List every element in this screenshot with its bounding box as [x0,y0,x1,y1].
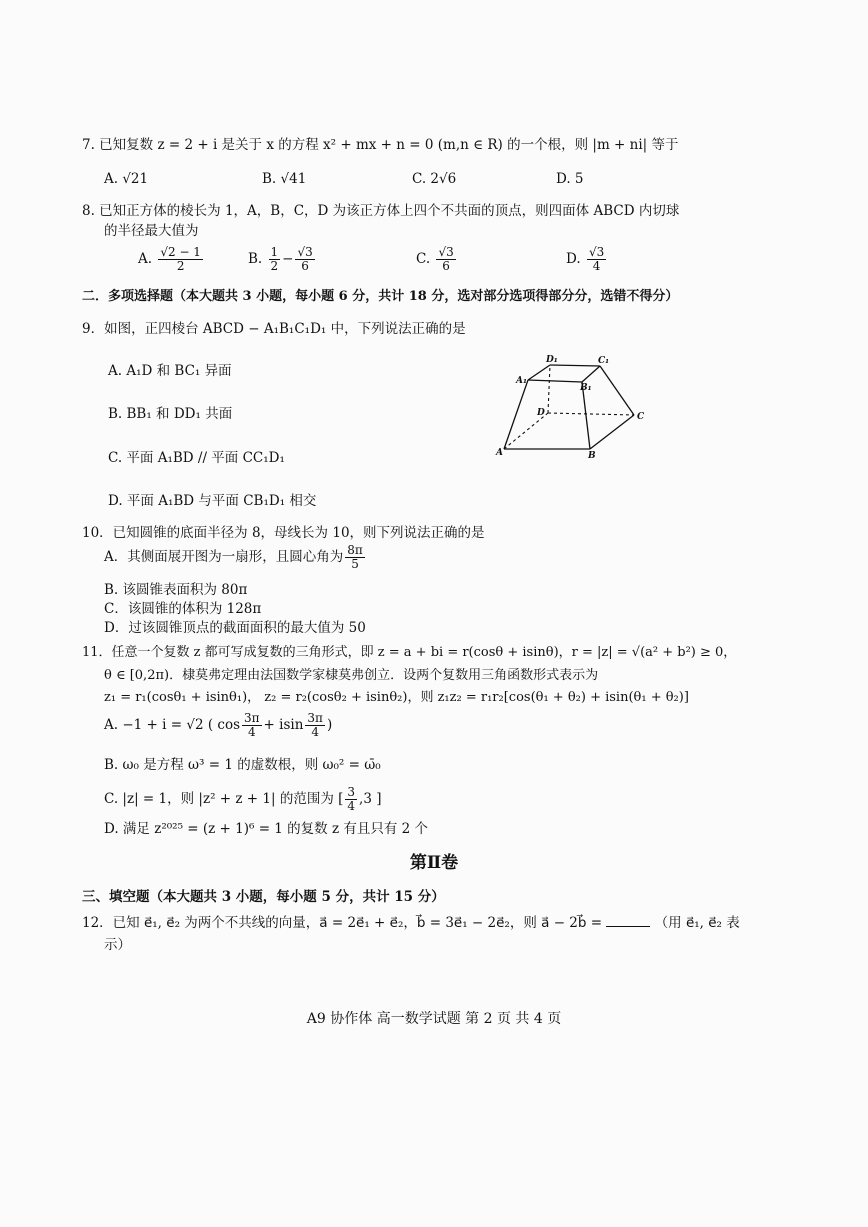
q7-option-c: C. 2√6 [412,171,457,187]
label-d: D [537,408,545,418]
q8-option-a-label: A. [138,251,153,268]
fraction-numerator: √3 [438,245,454,259]
q11-option-a [104,712,332,739]
label-a1: A₁ [516,376,527,386]
q8-option-d [566,246,608,273]
q8-option-b-fraction-2 [295,246,314,273]
q11-option-c [104,786,382,813]
edge-c-c1 [600,366,634,415]
q12-line1-hint: （用 e⃗₁, e⃗₂ 表 [654,915,740,931]
fraction-denominator: 2 [270,259,279,274]
q11-option-c-end: ,3 ] [359,791,382,808]
fraction-denominator: 4 [592,259,601,274]
page-footer: A9 协作体 高一数学试题 第 2 页 共 4 页 [306,1011,562,1027]
q9-option-a: A. A₁D 和 BC₁ 异面 [108,363,232,379]
q10-option-d: D．过该圆锥顶点的截面面积的最大值为 50 [104,620,366,636]
frustum-figure [494,352,664,462]
q7-option-a: A. √21 [104,171,149,187]
fraction-denominator: 4 [347,799,356,814]
q9-option-d: D. 平面 A₁BD 与平面 CB₁D₁ 相交 [108,493,317,509]
q11-line2: θ ∈ [0,2π)．棣莫弗定理由法国数学家棣莫弗创立．设两个复数用三角函数形式表示为 [104,668,599,683]
part-2-title: 第Ⅱ卷 [409,853,459,873]
q9-option-b: B. BB₁ 和 DD₁ 共面 [108,406,233,422]
q8-option-c-fraction [436,246,455,273]
q8-stem-line1: 8. 已知正方体的棱长为 1，A，B，C，D 为该正方体上四个不共面的顶点，则四面体 ABCD 内切球 [82,203,680,219]
label-c1: C₁ [598,356,610,366]
fraction-denominator: 5 [351,557,359,572]
edge-a1-b1 [528,380,582,382]
q11-option-a-fraction-1 [242,712,262,739]
fraction-denominator: 6 [442,259,450,274]
fraction-numerator: 3π [307,711,323,725]
q11-option-a-end: ) [326,717,333,734]
fraction-numerator: 3 [347,785,356,799]
fraction-numerator: 8π [347,543,363,557]
edge-b-c [590,415,634,449]
edge-d-d1-hidden [548,365,550,413]
label-b1: B₁ [580,383,592,393]
fraction-numerator: √3 [297,245,313,259]
q10-option-b: B. 该圆锥表面积为 80π [104,582,248,598]
q8-option-b-fraction-1 [269,246,281,273]
q11-option-c-fraction [345,786,357,813]
q9-stem: 9．如图，正四棱台 ABCD − A₁B₁C₁D₁ 中，下列说法正确的是 [82,321,466,337]
q11-line3: z₁ = r₁(cosθ₁ + isinθ₁)， z₂ = r₂(cosθ₂ + isinθ₂)，则 z₁z₂ = r₁r₂[cos(θ₁ + θ₂) + isin(θ₁ + θ₂)] [104,690,689,705]
section-2-title: 二．多项选择题（本大题共 3 小题，每小题 6 分，共计 18 分，选对部分选项得部分分，选错不得分） [82,289,679,304]
minus-sign: − [282,251,294,268]
fraction-numerator: √2 − 1 [160,245,201,259]
q8-option-b [248,246,317,273]
q8-option-d-label: D. [566,251,581,268]
q8-option-d-fraction [587,246,606,273]
q12-line2: 示） [104,937,131,953]
q11-option-b: B. ω₀ 是方程 ω³ = 1 的虚数根，则 ω₀² = ω̄₀ [104,757,381,773]
q9-option-c: C. 平面 A₁BD // 平面 CC₁D₁ [108,450,285,466]
edge-c1-d1 [550,365,600,366]
q11-option-c-bracket: [ [338,791,344,808]
label-a: A [496,448,503,458]
q8-option-c [416,246,458,273]
fraction-denominator: 2 [176,259,185,274]
fraction-denominator: 4 [311,725,319,740]
q8-option-b-label: B. [248,251,263,268]
fraction-denominator: 4 [247,725,256,740]
q7-option-d: D. 5 [556,171,584,187]
q11-line1: 11．任意一个复数 z 都可写成复数的三角形式，即 z = a + bi = r(cosθ + isinθ)，r = |z| = √(a² + b²) ≥ 0， [82,645,737,660]
edge-a-a1 [504,380,528,449]
edge-d1-a1 [528,365,550,380]
q11-option-a-fraction-2 [305,712,325,739]
q11-option-a-text: A. −1 + i = √2 ( cos [104,717,240,734]
q7-stem: 7. 已知复数 z = 2 + i 是关于 x 的方程 x² + mx + n = 0 (m,n ∈ R) 的一个根，则 |m + ni| 等于 [82,137,679,153]
edge-d-c-hidden [548,413,634,415]
q10-option-a-fraction [345,544,365,571]
edge-b1-c1 [582,366,600,382]
fraction-numerator: √3 [588,245,605,259]
q8-stem-line2: 的半径最大值为 [104,223,199,239]
q10-option-a-text: A．其侧面展开图为一扇形，且圆心角为 [104,549,344,566]
q8-option-a-fraction [158,246,203,273]
q11-option-c-text: C. |z| = 1，则 |z² + z + 1| 的范围为 [104,791,334,808]
q7-option-b: B. √41 [262,171,307,187]
fraction-denominator: 6 [301,259,309,274]
q10-stem: 10．已知圆锥的底面半径为 8，母线长为 10，则下列说法正确的是 [82,525,485,541]
q11-option-d: D. 满足 z²⁰²⁵ = (z + 1)⁶ = 1 的复数 z 有且只有 2 个 [104,821,429,837]
q10-option-a [104,544,367,571]
q8-option-c-label: C. [416,251,431,268]
label-d1: D₁ [546,355,558,365]
answer-blank[interactable] [606,914,650,927]
q12-line1 [82,914,740,932]
q11-option-a-mid: + isin [263,717,304,734]
q8-option-a [138,246,205,273]
section-3-title: 三、填空题（本大题共 3 小题，每小题 5 分，共计 15 分） [82,889,445,905]
label-c: C [637,412,645,422]
q10-option-c: C．该圆锥的体积为 128π [104,601,262,617]
q12-line1-text: 12．已知 e⃗₁, e⃗₂ 为两个不共线的向量，a⃗ = 2e⃗₁ + e⃗₂，b⃗ = 3e⃗₁ − 2e⃗₂，则 a⃗ − 2b⃗ = [82,915,603,931]
fraction-numerator: 1 [270,245,279,259]
fraction-numerator: 3π [244,711,260,725]
label-b: B [588,451,596,461]
